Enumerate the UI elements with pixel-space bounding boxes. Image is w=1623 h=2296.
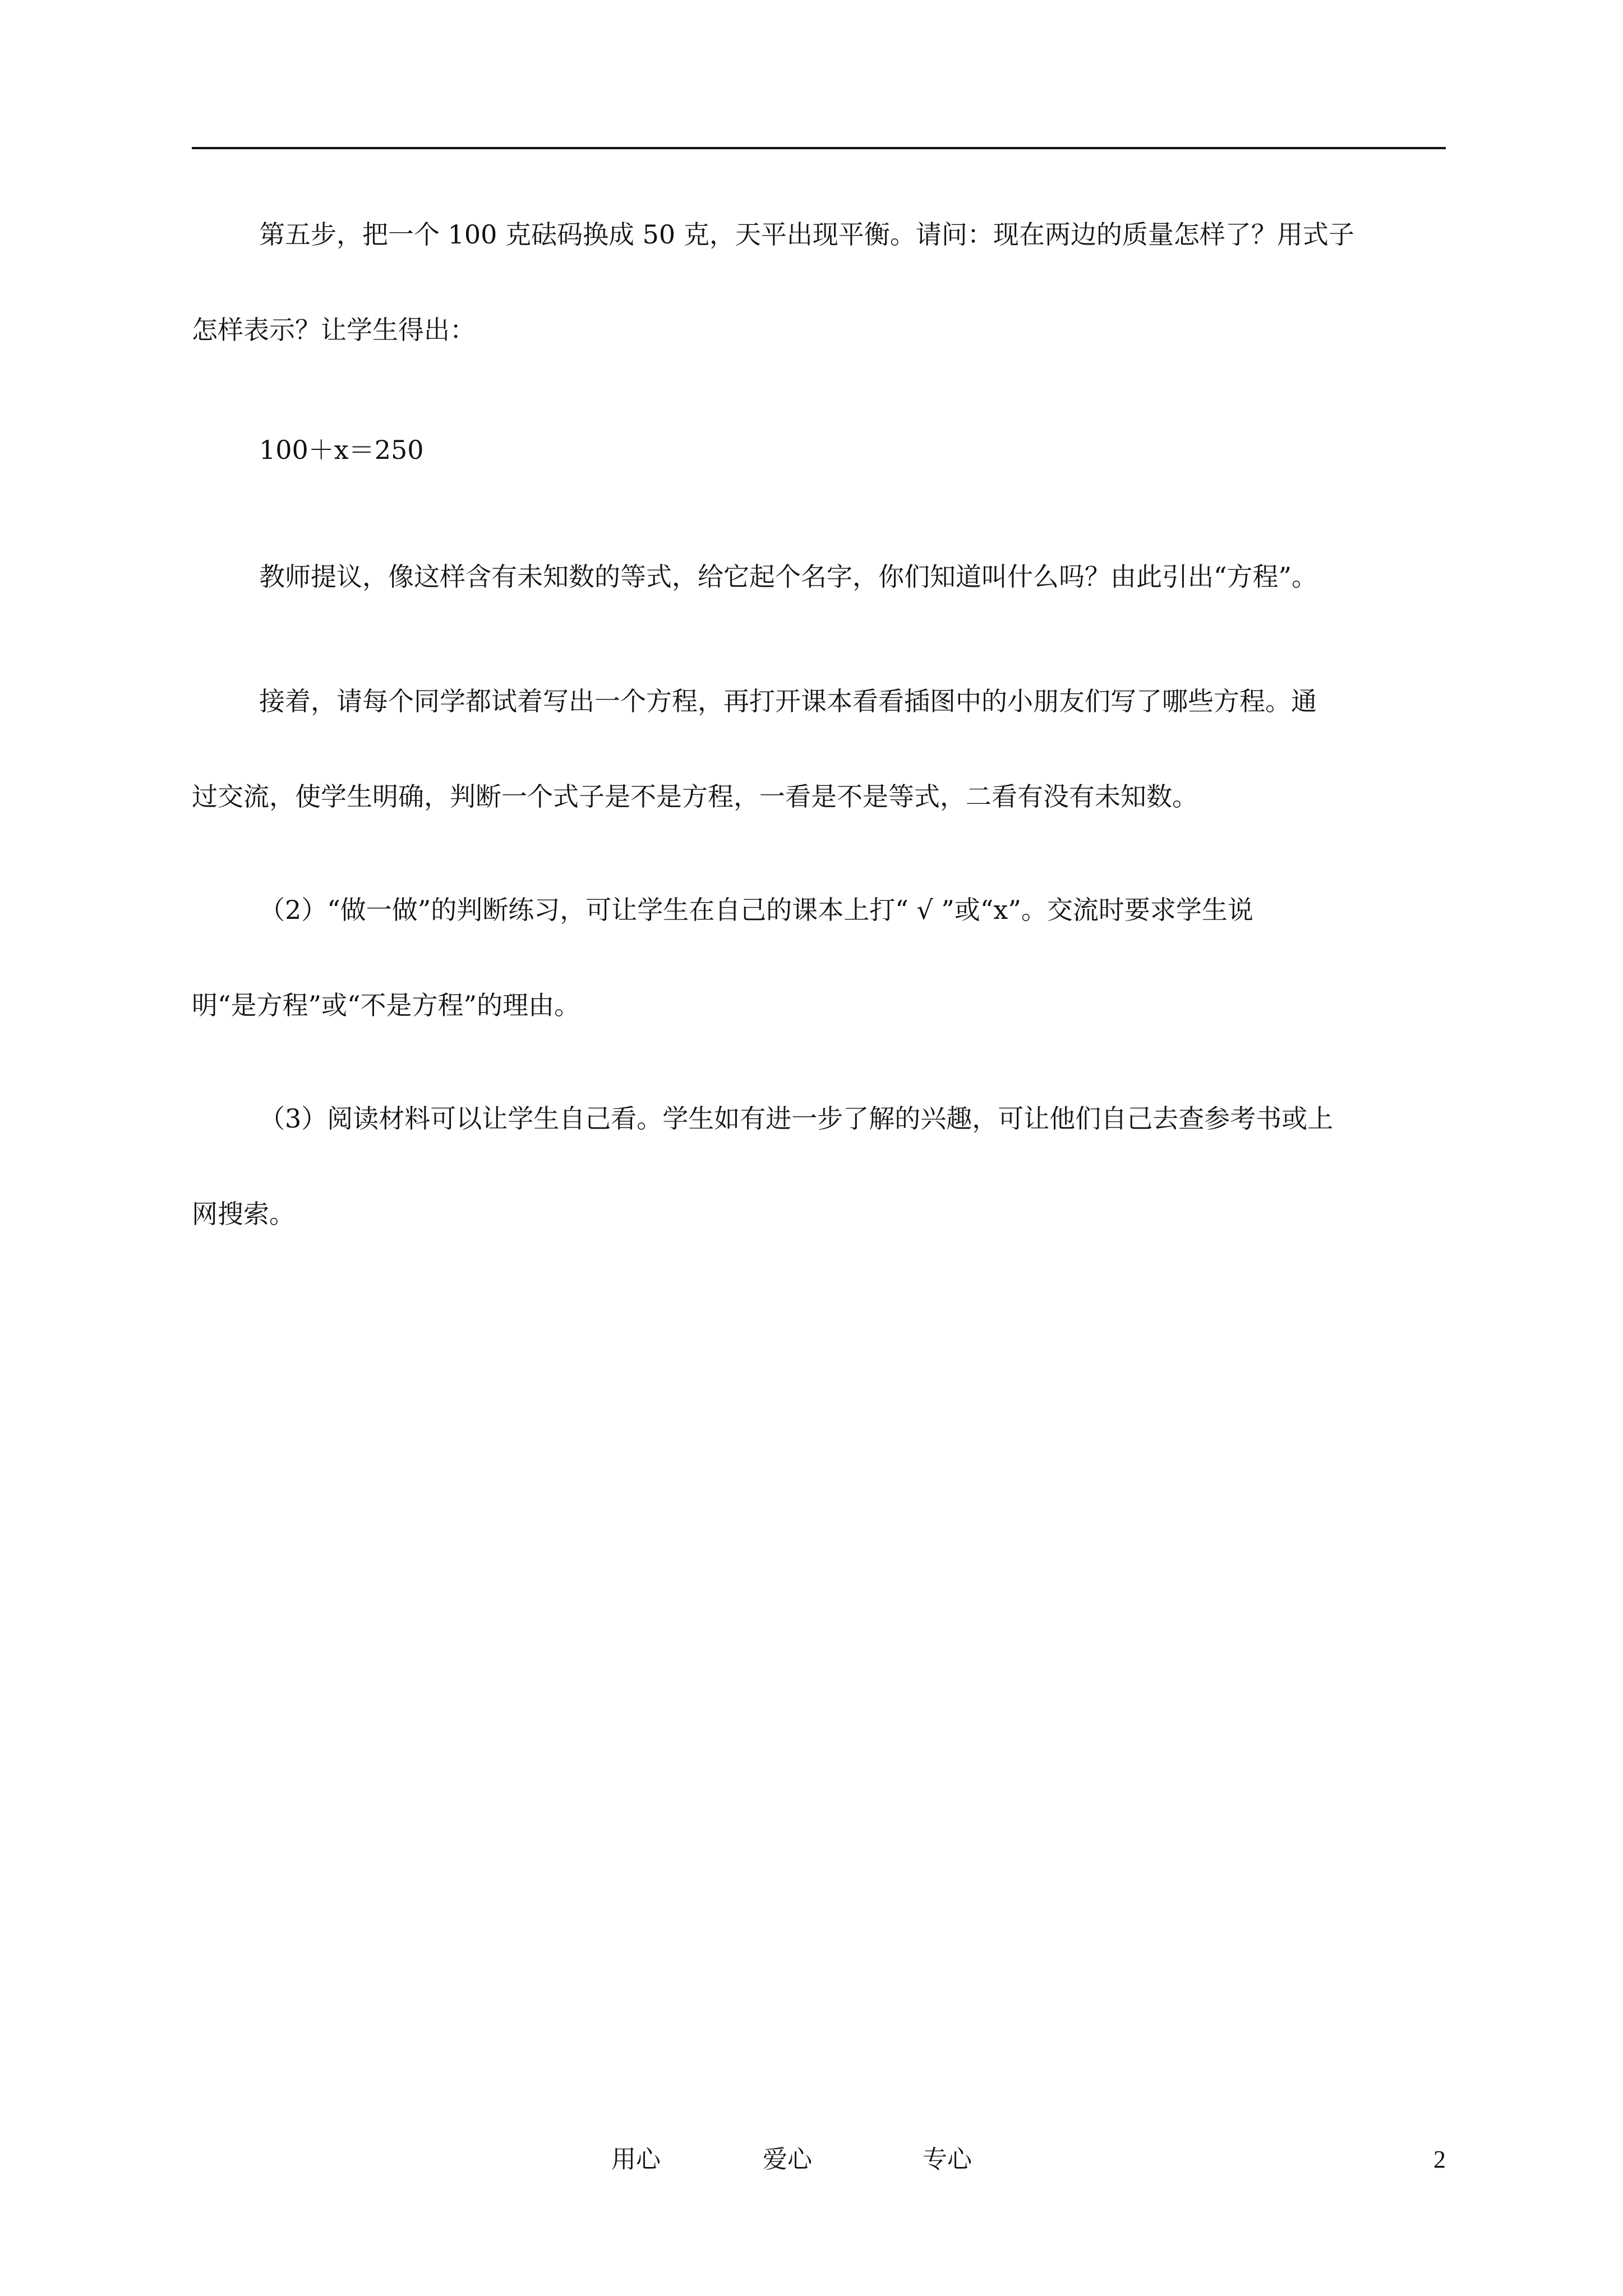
equation-line: 100＋x＝250 bbox=[259, 435, 424, 465]
paragraph-4-line-2: 过交流，使学生明确，判断一个式子是不是方程，一看是不是等式，二看有没有未知数。 bbox=[192, 781, 1198, 812]
paragraph-1-line-2: 怎样表示？让学生得出： bbox=[192, 315, 476, 345]
paragraph-1-line-1: 第五步，把一个 100 克砝码换成 50 克，天平出现平衡。请问：现在两边的质量怎样了？用式子 bbox=[259, 219, 1354, 250]
header-rule bbox=[192, 147, 1446, 149]
paragraph-5-line-1: （2）“做一做”的判断练习，可让学生在自己的课本上打“ √ ”或“x”。交流时要求学生说 bbox=[259, 895, 1253, 925]
paragraph-6-line-2: 网搜索。 bbox=[192, 1199, 295, 1229]
footer-motto-3: 专心 bbox=[923, 2145, 972, 2174]
paragraph-5-line-2: 明“是方程”或“不是方程”的理由。 bbox=[192, 990, 580, 1020]
footer-motto-2: 爱心 bbox=[763, 2145, 812, 2174]
paragraph-4-line-1: 接着，请每个同学都试着写出一个方程，再打开课本看看插图中的小朋友们写了哪些方程。通 bbox=[259, 686, 1317, 716]
paragraph-6-line-1: （3）阅读材料可以让学生自己看。学生如有进一步了解的兴趣，可让他们自己去查参考书或上 bbox=[259, 1103, 1334, 1134]
paragraph-3-line-1: 教师提议，像这样含有未知数的等式，给它起个名字，你们知道叫什么吗？由此引出“方程”。 bbox=[259, 562, 1318, 592]
page-number: 2 bbox=[1433, 2146, 1446, 2173]
footer-motto-1: 用心 bbox=[611, 2145, 661, 2174]
